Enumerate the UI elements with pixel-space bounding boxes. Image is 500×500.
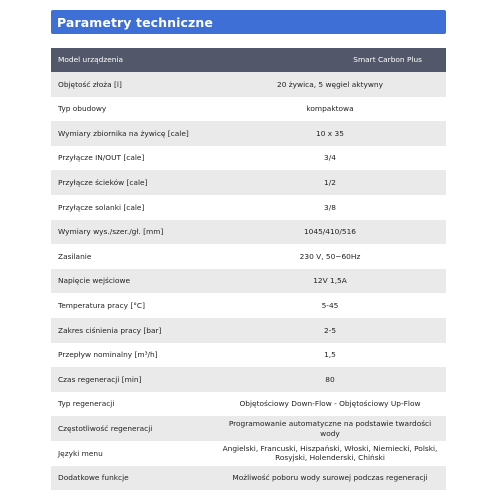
- header-label: Model urządzenia: [51, 48, 214, 72]
- row-value: 1045/410/516: [214, 220, 446, 245]
- row-label: Zasilanie: [51, 244, 214, 269]
- table-row: [51, 121, 446, 146]
- row-label: Zakres ciśnienia pracy [bar]: [51, 318, 214, 343]
- row-value: 1,5: [214, 343, 446, 368]
- table-row: [51, 244, 446, 269]
- row-value: 10 x 35: [214, 121, 446, 146]
- row-label: Przepływ nominalny [m³/h]: [51, 343, 214, 368]
- table-row: [51, 367, 446, 392]
- row-label: Typ obudowy: [51, 97, 214, 122]
- table-row: [51, 97, 446, 122]
- row-value: 3/8: [214, 195, 446, 220]
- row-value: 1/2: [214, 170, 446, 195]
- section-title: Parametry techniczne: [57, 14, 214, 30]
- row-label: Przyłącze solanki [cale]: [51, 195, 214, 220]
- row-value: 2-5: [214, 318, 446, 343]
- table-row: [51, 392, 446, 417]
- table-row: [51, 170, 446, 195]
- row-value: 230 V, 50~60Hz: [214, 244, 446, 269]
- row-label: Przyłącze IN/OUT [cale]: [51, 146, 214, 171]
- table-row: [51, 441, 446, 466]
- row-label: Wymiary zbiornika na żywicę [cale]: [51, 121, 214, 146]
- row-label: Typ regeneracji: [51, 392, 214, 417]
- table-row: [51, 343, 446, 368]
- row-value: 5-45: [214, 293, 446, 318]
- row-label: Częstotliwość regeneracji: [51, 416, 214, 441]
- row-label: Temperatura pracy [°C]: [51, 293, 214, 318]
- table-header-row: [51, 48, 446, 72]
- table-row: [51, 195, 446, 220]
- row-value: 20 żywica, 5 węgiel aktywny: [214, 72, 446, 97]
- row-value: Objętościowy Down-Flow - Objętościowy Up-Flow: [214, 392, 446, 417]
- header-value: Smart Carbon Plus: [214, 48, 446, 72]
- row-value: kompaktowa: [214, 97, 446, 122]
- row-value: 12V 1,5A: [214, 269, 446, 294]
- row-value: Angielski, Francuski, Hiszpański, Włoski, Niemiecki, Polski, Rosyjski, Holenderski, Chiński: [214, 441, 446, 466]
- table-row: [51, 72, 446, 97]
- row-label: Czas regeneracji [min]: [51, 367, 214, 392]
- table-row: [51, 416, 446, 441]
- table-row: [51, 318, 446, 343]
- row-label: Przyłącze ścieków [cale]: [51, 170, 214, 195]
- row-value: Programowanie automatyczne na podstawie twardości wody: [214, 416, 446, 441]
- table-row: [51, 220, 446, 245]
- row-label: Wymiary wys./szer./gł. [mm]: [51, 220, 214, 245]
- table-row: [51, 293, 446, 318]
- table-row: [51, 146, 446, 171]
- row-label: Dodatkowe funkcje: [51, 466, 214, 491]
- row-value: Możliwość poboru wody surowej podczas regeneracji: [214, 466, 446, 491]
- table-row: [51, 269, 446, 294]
- row-value: 3/4: [214, 146, 446, 171]
- row-label: Języki menu: [51, 441, 214, 466]
- table-row: [51, 466, 446, 491]
- row-label: Objętość złoża [l]: [51, 72, 214, 97]
- row-value: 80: [214, 367, 446, 392]
- spec-table: [51, 48, 446, 490]
- section-header: [51, 10, 446, 34]
- row-label: Napięcie wejściowe: [51, 269, 214, 294]
